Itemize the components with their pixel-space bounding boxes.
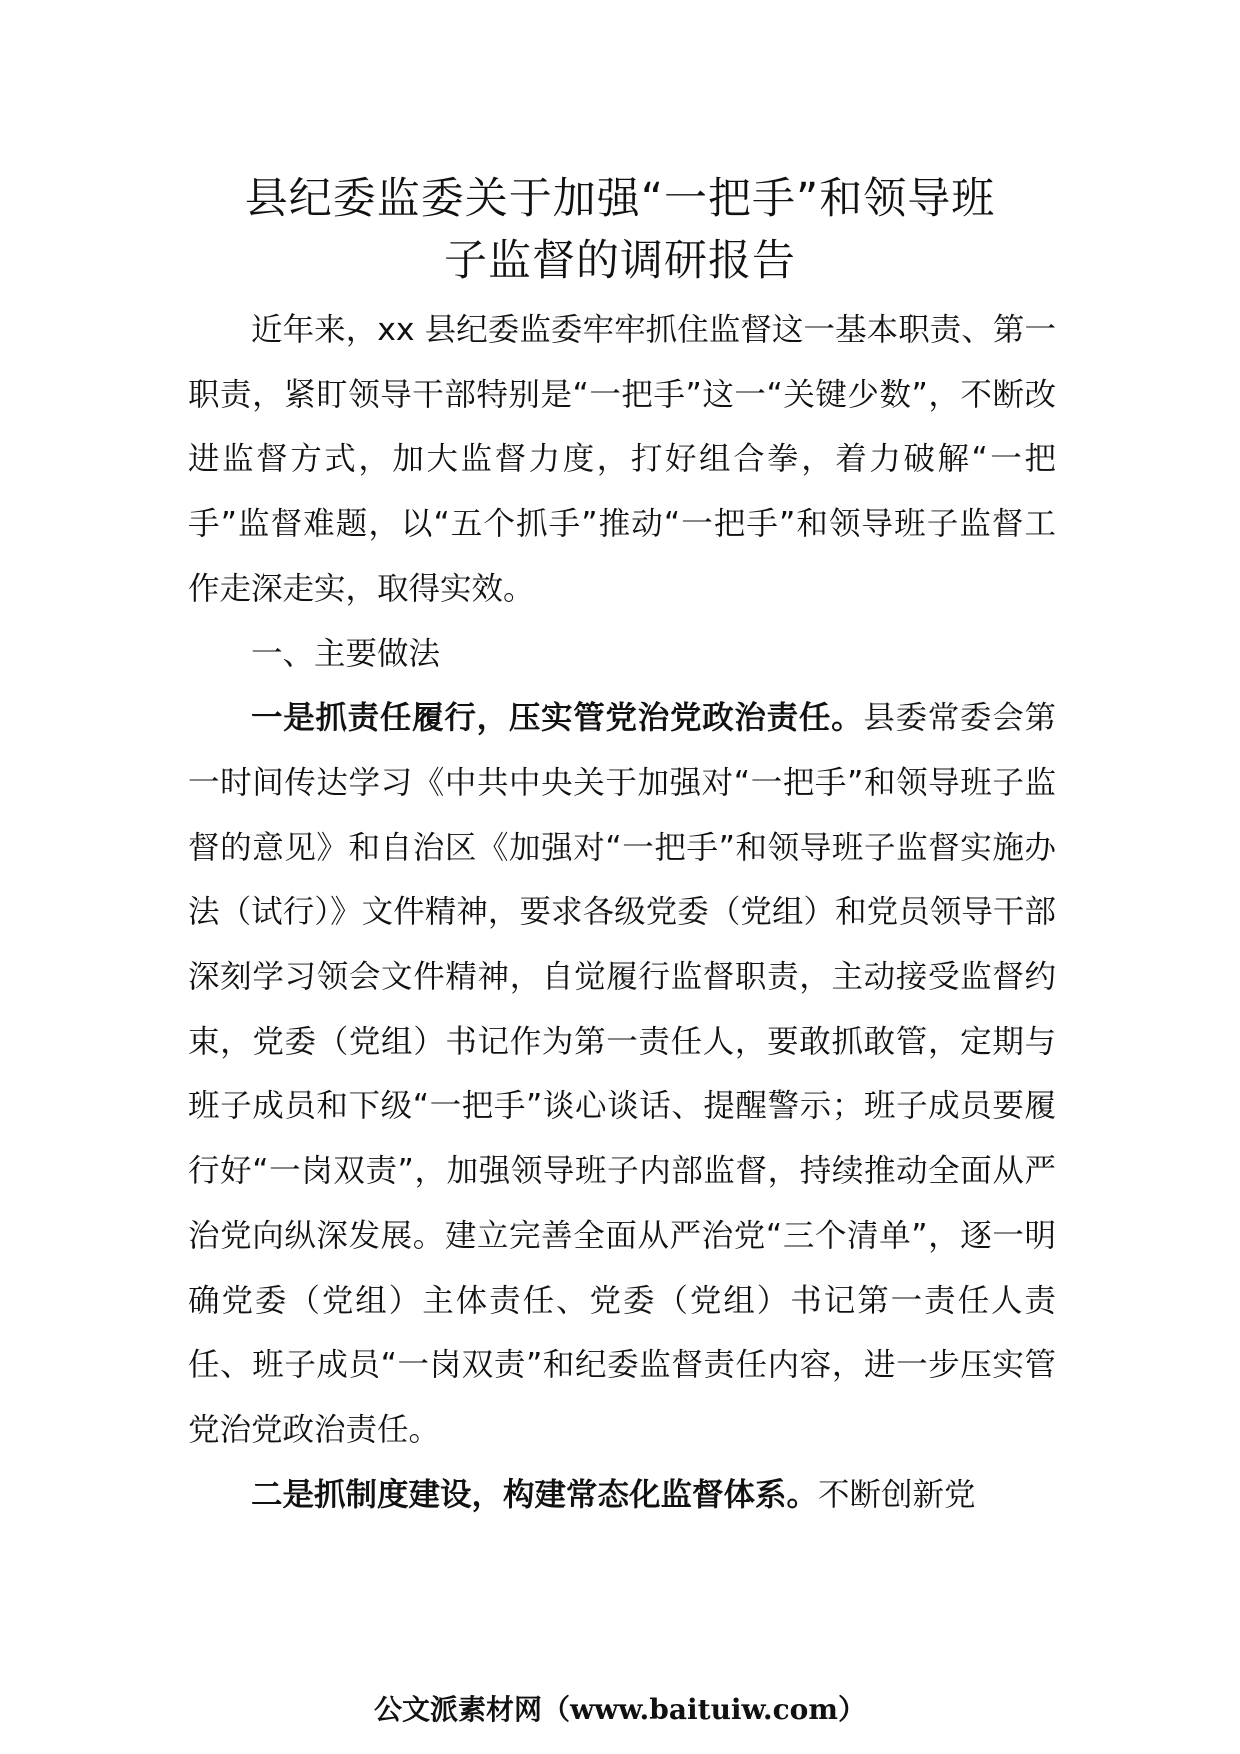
title-line-1: 县纪委监委关于加强“一把手”和领导班 <box>244 174 996 224</box>
point-2-lead: 二是抓制度建设，构建常态化监督体系。 <box>251 1476 819 1513</box>
point-1-paragraph <box>188 686 1056 1462</box>
section-heading: 一、主要做法 <box>251 635 441 672</box>
title-line-2: 子监督的调研报告 <box>444 236 796 286</box>
point-1-text: 县委常委会第一时间传达学习《中共中央关于加强对“一把手”和领导班子监督的意见》和自治区《加强对“一把手”和领导班子监督实施办法（试行）》文件精神，要求各级党委（党组）和党员领导干部深刻学习领会文件精神，自觉履行监督职责，主动接受监督约束，党委（党组）书记作为第一责任人，要敢抓敢管，定期与班子成员和下级“一把手”谈心谈话、提醒警示；班子成员要履行好“一岗双责”，加强领导班子内部监督，持续推动全面从严治党向纵深发展。建立完善全面从严治党“三个清单”，逐一明确党委（党组）主体责任、党委（党组）书记第一责任人责任、班子成员“一岗双责”和纪委监督责任内容，进一步压实管党治党政治责任。 <box>188 700 1056 1448</box>
document-title <box>160 168 1080 292</box>
point-2-paragraph <box>188 1463 1056 1528</box>
footer-watermark: 公文派素材网（www.baituiw.com） <box>374 1693 866 1726</box>
intro-paragraph: 近年来，xx 县纪委监委牢牢抓住监督这一基本职责、第一职责，紧盯领导干部特别是“一把手”这一“关键少数”，不断改进监督方式，加大监督力度，打好组合拳，着力破解“一把手”监督难题，以“五个抓手”推动“一把手”和领导班子监督工作走深走实，取得实效。 <box>188 312 1056 607</box>
document-body <box>188 298 1056 1527</box>
point-1-lead: 一是抓责任履行，压实管党治党政治责任。 <box>251 700 864 737</box>
point-2-text: 不断创新党 <box>818 1476 976 1513</box>
